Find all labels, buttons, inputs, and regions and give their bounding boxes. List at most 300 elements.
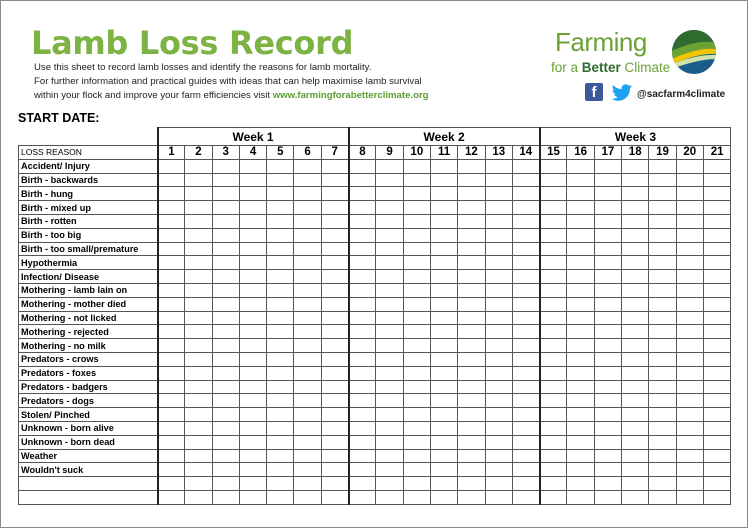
tally-cell[interactable] — [622, 187, 649, 201]
tally-cell[interactable] — [594, 477, 621, 491]
tally-cell[interactable] — [676, 256, 703, 270]
tally-cell[interactable] — [185, 421, 212, 435]
tally-cell[interactable] — [458, 159, 485, 173]
tally-cell[interactable] — [676, 270, 703, 284]
tally-cell[interactable] — [158, 449, 185, 463]
tally-cell[interactable] — [267, 380, 294, 394]
tally-cell[interactable] — [185, 408, 212, 422]
tally-cell[interactable] — [267, 449, 294, 463]
tally-cell[interactable] — [567, 394, 594, 408]
tally-cell[interactable] — [376, 339, 403, 353]
tally-cell[interactable] — [512, 408, 539, 422]
tally-cell[interactable] — [349, 270, 376, 284]
tally-cell[interactable] — [622, 311, 649, 325]
tally-cell[interactable] — [567, 325, 594, 339]
tally-cell[interactable] — [349, 366, 376, 380]
tally-cell[interactable] — [676, 380, 703, 394]
tally-cell[interactable] — [430, 214, 457, 228]
tally-cell[interactable] — [158, 201, 185, 215]
tally-cell[interactable] — [485, 325, 512, 339]
tally-cell[interactable] — [512, 242, 539, 256]
tally-cell[interactable] — [567, 214, 594, 228]
tally-cell[interactable] — [158, 256, 185, 270]
tally-cell[interactable] — [185, 325, 212, 339]
tally-cell[interactable] — [567, 311, 594, 325]
tally-cell[interactable] — [158, 325, 185, 339]
tally-cell[interactable] — [376, 408, 403, 422]
tally-cell[interactable] — [403, 463, 430, 477]
tally-cell[interactable] — [294, 490, 321, 504]
tally-cell[interactable] — [567, 187, 594, 201]
tally-cell[interactable] — [403, 173, 430, 187]
tally-cell[interactable] — [267, 435, 294, 449]
tally-cell[interactable] — [294, 173, 321, 187]
tally-cell[interactable] — [212, 228, 239, 242]
tally-cell[interactable] — [703, 408, 730, 422]
tally-cell[interactable] — [239, 283, 266, 297]
tally-cell[interactable] — [485, 352, 512, 366]
tally-cell[interactable] — [294, 283, 321, 297]
tally-cell[interactable] — [512, 366, 539, 380]
tally-cell[interactable] — [567, 490, 594, 504]
tally-cell[interactable] — [512, 283, 539, 297]
tally-cell[interactable] — [212, 325, 239, 339]
tally-cell[interactable] — [185, 201, 212, 215]
tally-cell[interactable] — [212, 477, 239, 491]
tally-cell[interactable] — [430, 325, 457, 339]
tally-cell[interactable] — [158, 352, 185, 366]
tally-cell[interactable] — [321, 159, 348, 173]
tally-cell[interactable] — [267, 311, 294, 325]
tally-cell[interactable] — [239, 214, 266, 228]
tally-cell[interactable] — [239, 490, 266, 504]
tally-cell[interactable] — [649, 297, 676, 311]
tally-cell[interactable] — [239, 325, 266, 339]
tally-cell[interactable] — [458, 201, 485, 215]
tally-cell[interactable] — [622, 421, 649, 435]
tally-cell[interactable] — [321, 366, 348, 380]
tally-cell[interactable] — [158, 394, 185, 408]
tally-cell[interactable] — [622, 283, 649, 297]
tally-cell[interactable] — [267, 187, 294, 201]
tally-cell[interactable] — [649, 435, 676, 449]
tally-cell[interactable] — [158, 408, 185, 422]
tally-cell[interactable] — [676, 366, 703, 380]
tally-cell[interactable] — [185, 366, 212, 380]
tally-cell[interactable] — [294, 394, 321, 408]
tally-cell[interactable] — [540, 187, 567, 201]
tally-cell[interactable] — [594, 173, 621, 187]
tally-cell[interactable] — [676, 159, 703, 173]
tally-cell[interactable] — [540, 228, 567, 242]
tally-cell[interactable] — [567, 283, 594, 297]
tally-cell[interactable] — [594, 228, 621, 242]
tally-cell[interactable] — [158, 339, 185, 353]
tally-cell[interactable] — [349, 380, 376, 394]
tally-cell[interactable] — [267, 242, 294, 256]
tally-cell[interactable] — [540, 283, 567, 297]
tally-cell[interactable] — [512, 201, 539, 215]
tally-cell[interactable] — [676, 463, 703, 477]
tally-cell[interactable] — [158, 242, 185, 256]
tally-cell[interactable] — [676, 173, 703, 187]
tally-cell[interactable] — [403, 201, 430, 215]
tally-cell[interactable] — [376, 297, 403, 311]
tally-cell[interactable] — [540, 394, 567, 408]
tally-cell[interactable] — [703, 256, 730, 270]
tally-cell[interactable] — [267, 325, 294, 339]
tally-cell[interactable] — [594, 490, 621, 504]
tally-cell[interactable] — [349, 173, 376, 187]
tally-cell[interactable] — [512, 187, 539, 201]
tally-cell[interactable] — [212, 187, 239, 201]
tally-cell[interactable] — [676, 352, 703, 366]
tally-cell[interactable] — [403, 366, 430, 380]
tally-cell[interactable] — [430, 187, 457, 201]
tally-cell[interactable] — [676, 201, 703, 215]
twitter-handle[interactable]: @sacfarm4climate — [637, 89, 726, 100]
tally-cell[interactable] — [403, 435, 430, 449]
tally-cell[interactable] — [349, 463, 376, 477]
tally-cell[interactable] — [594, 380, 621, 394]
tally-cell[interactable] — [376, 270, 403, 284]
tally-cell[interactable] — [321, 463, 348, 477]
tally-cell[interactable] — [158, 270, 185, 284]
tally-cell[interactable] — [158, 228, 185, 242]
tally-cell[interactable] — [403, 477, 430, 491]
tally-cell[interactable] — [540, 463, 567, 477]
tally-cell[interactable] — [622, 449, 649, 463]
tally-cell[interactable] — [649, 463, 676, 477]
tally-cell[interactable] — [594, 187, 621, 201]
tally-cell[interactable] — [649, 421, 676, 435]
tally-cell[interactable] — [485, 214, 512, 228]
tally-cell[interactable] — [430, 339, 457, 353]
tally-cell[interactable] — [294, 201, 321, 215]
tally-cell[interactable] — [239, 352, 266, 366]
tally-cell[interactable] — [485, 201, 512, 215]
tally-cell[interactable] — [458, 270, 485, 284]
tally-cell[interactable] — [185, 352, 212, 366]
tally-cell[interactable] — [485, 297, 512, 311]
tally-cell[interactable] — [567, 352, 594, 366]
tally-cell[interactable] — [512, 214, 539, 228]
tally-cell[interactable] — [703, 173, 730, 187]
tally-cell[interactable] — [239, 477, 266, 491]
tally-cell[interactable] — [185, 256, 212, 270]
tally-cell[interactable] — [349, 339, 376, 353]
tally-cell[interactable] — [267, 283, 294, 297]
tally-cell[interactable] — [458, 421, 485, 435]
tally-cell[interactable] — [512, 490, 539, 504]
tally-cell[interactable] — [321, 270, 348, 284]
tally-cell[interactable] — [267, 256, 294, 270]
tally-cell[interactable] — [594, 408, 621, 422]
tally-cell[interactable] — [294, 297, 321, 311]
tally-cell[interactable] — [239, 449, 266, 463]
tally-cell[interactable] — [703, 380, 730, 394]
tally-cell[interactable] — [540, 201, 567, 215]
tally-cell[interactable] — [676, 394, 703, 408]
tally-cell[interactable] — [239, 311, 266, 325]
tally-cell[interactable] — [622, 366, 649, 380]
tally-cell[interactable] — [239, 173, 266, 187]
tally-cell[interactable] — [321, 380, 348, 394]
tally-cell[interactable] — [622, 394, 649, 408]
tally-cell[interactable] — [158, 490, 185, 504]
tally-cell[interactable] — [376, 463, 403, 477]
tally-cell[interactable] — [567, 173, 594, 187]
tally-cell[interactable] — [458, 394, 485, 408]
tally-cell[interactable] — [567, 297, 594, 311]
tally-cell[interactable] — [212, 366, 239, 380]
tally-cell[interactable] — [321, 352, 348, 366]
tally-cell[interactable] — [703, 242, 730, 256]
tally-cell[interactable] — [267, 159, 294, 173]
tally-cell[interactable] — [267, 394, 294, 408]
tally-cell[interactable] — [594, 325, 621, 339]
tally-cell[interactable] — [294, 408, 321, 422]
tally-cell[interactable] — [458, 325, 485, 339]
tally-cell[interactable] — [485, 463, 512, 477]
tally-cell[interactable] — [403, 270, 430, 284]
tally-cell[interactable] — [649, 159, 676, 173]
tally-cell[interactable] — [540, 173, 567, 187]
tally-cell[interactable] — [703, 477, 730, 491]
tally-cell[interactable] — [321, 201, 348, 215]
tally-cell[interactable] — [321, 214, 348, 228]
tally-cell[interactable] — [622, 270, 649, 284]
tally-cell[interactable] — [185, 311, 212, 325]
tally-cell[interactable] — [212, 380, 239, 394]
tally-cell[interactable] — [239, 408, 266, 422]
tally-cell[interactable] — [212, 283, 239, 297]
tally-cell[interactable] — [594, 214, 621, 228]
tally-cell[interactable] — [403, 408, 430, 422]
tally-cell[interactable] — [403, 214, 430, 228]
tally-cell[interactable] — [703, 463, 730, 477]
tally-cell[interactable] — [622, 242, 649, 256]
tally-cell[interactable] — [294, 366, 321, 380]
tally-cell[interactable] — [349, 421, 376, 435]
tally-cell[interactable] — [567, 270, 594, 284]
tally-cell[interactable] — [594, 283, 621, 297]
tally-cell[interactable] — [185, 159, 212, 173]
tally-cell[interactable] — [267, 408, 294, 422]
tally-cell[interactable] — [376, 187, 403, 201]
tally-cell[interactable] — [458, 214, 485, 228]
tally-cell[interactable] — [540, 366, 567, 380]
tally-cell[interactable] — [594, 201, 621, 215]
tally-cell[interactable] — [239, 201, 266, 215]
tally-cell[interactable] — [458, 435, 485, 449]
tally-cell[interactable] — [158, 477, 185, 491]
tally-cell[interactable] — [676, 297, 703, 311]
tally-cell[interactable] — [403, 187, 430, 201]
tally-cell[interactable] — [567, 159, 594, 173]
tally-cell[interactable] — [403, 228, 430, 242]
tally-cell[interactable] — [676, 311, 703, 325]
tally-cell[interactable] — [376, 380, 403, 394]
tally-cell[interactable] — [649, 311, 676, 325]
tally-cell[interactable] — [430, 159, 457, 173]
tally-cell[interactable] — [403, 490, 430, 504]
tally-cell[interactable] — [376, 228, 403, 242]
tally-cell[interactable] — [430, 421, 457, 435]
tally-cell[interactable] — [430, 408, 457, 422]
tally-cell[interactable] — [212, 463, 239, 477]
tally-cell[interactable] — [622, 463, 649, 477]
tally-cell[interactable] — [349, 435, 376, 449]
tally-cell[interactable] — [430, 366, 457, 380]
tally-cell[interactable] — [649, 449, 676, 463]
tally-cell[interactable] — [512, 339, 539, 353]
tally-cell[interactable] — [430, 256, 457, 270]
tally-cell[interactable] — [703, 325, 730, 339]
tally-cell[interactable] — [376, 435, 403, 449]
tally-cell[interactable] — [294, 187, 321, 201]
tally-cell[interactable] — [239, 159, 266, 173]
tally-cell[interactable] — [703, 283, 730, 297]
tally-cell[interactable] — [649, 187, 676, 201]
tally-cell[interactable] — [649, 325, 676, 339]
tally-cell[interactable] — [430, 311, 457, 325]
tally-cell[interactable] — [594, 339, 621, 353]
tally-cell[interactable] — [458, 311, 485, 325]
tally-cell[interactable] — [321, 242, 348, 256]
tally-cell[interactable] — [349, 408, 376, 422]
tally-cell[interactable] — [321, 408, 348, 422]
tally-cell[interactable] — [403, 380, 430, 394]
tally-cell[interactable] — [158, 187, 185, 201]
website-link[interactable]: www.farmingforabetterclimate.org — [272, 90, 429, 101]
tally-cell[interactable] — [540, 449, 567, 463]
tally-cell[interactable] — [540, 408, 567, 422]
tally-cell[interactable] — [512, 311, 539, 325]
tally-cell[interactable] — [594, 352, 621, 366]
tally-cell[interactable] — [703, 394, 730, 408]
tally-cell[interactable] — [212, 311, 239, 325]
tally-cell[interactable] — [239, 228, 266, 242]
tally-cell[interactable] — [267, 270, 294, 284]
tally-cell[interactable] — [567, 228, 594, 242]
tally-cell[interactable] — [458, 449, 485, 463]
tally-cell[interactable] — [458, 477, 485, 491]
tally-cell[interactable] — [676, 187, 703, 201]
tally-cell[interactable] — [512, 435, 539, 449]
tally-cell[interactable] — [485, 421, 512, 435]
tally-cell[interactable] — [294, 228, 321, 242]
tally-cell[interactable] — [294, 159, 321, 173]
tally-cell[interactable] — [703, 270, 730, 284]
tally-cell[interactable] — [567, 421, 594, 435]
tally-cell[interactable] — [430, 463, 457, 477]
tally-cell[interactable] — [212, 490, 239, 504]
tally-cell[interactable] — [485, 477, 512, 491]
tally-cell[interactable] — [703, 311, 730, 325]
tally-cell[interactable] — [567, 435, 594, 449]
tally-cell[interactable] — [485, 339, 512, 353]
tally-cell[interactable] — [430, 173, 457, 187]
tally-cell[interactable] — [321, 421, 348, 435]
tally-cell[interactable] — [485, 283, 512, 297]
tally-cell[interactable] — [239, 297, 266, 311]
tally-cell[interactable] — [158, 311, 185, 325]
tally-cell[interactable] — [622, 228, 649, 242]
tally-cell[interactable] — [403, 352, 430, 366]
tally-cell[interactable] — [430, 270, 457, 284]
tally-cell[interactable] — [622, 435, 649, 449]
tally-cell[interactable] — [703, 352, 730, 366]
tally-cell[interactable] — [649, 173, 676, 187]
tally-cell[interactable] — [294, 214, 321, 228]
tally-cell[interactable] — [403, 394, 430, 408]
tally-cell[interactable] — [458, 228, 485, 242]
tally-cell[interactable] — [349, 352, 376, 366]
tally-cell[interactable] — [676, 449, 703, 463]
tally-cell[interactable] — [267, 352, 294, 366]
tally-cell[interactable] — [676, 421, 703, 435]
tally-cell[interactable] — [430, 477, 457, 491]
tally-cell[interactable] — [622, 201, 649, 215]
tally-cell[interactable] — [158, 366, 185, 380]
tally-cell[interactable] — [239, 366, 266, 380]
tally-cell[interactable] — [458, 352, 485, 366]
tally-cell[interactable] — [512, 256, 539, 270]
tally-cell[interactable] — [267, 173, 294, 187]
tally-cell[interactable] — [321, 187, 348, 201]
tally-cell[interactable] — [622, 339, 649, 353]
tally-cell[interactable] — [485, 228, 512, 242]
tally-cell[interactable] — [458, 256, 485, 270]
tally-cell[interactable] — [239, 270, 266, 284]
tally-cell[interactable] — [485, 408, 512, 422]
tally-cell[interactable] — [512, 477, 539, 491]
tally-cell[interactable] — [594, 311, 621, 325]
tally-cell[interactable] — [185, 477, 212, 491]
tally-cell[interactable] — [567, 366, 594, 380]
tally-cell[interactable] — [239, 380, 266, 394]
tally-cell[interactable] — [294, 270, 321, 284]
tally-cell[interactable] — [594, 463, 621, 477]
tally-cell[interactable] — [540, 435, 567, 449]
tally-cell[interactable] — [458, 408, 485, 422]
tally-cell[interactable] — [649, 490, 676, 504]
tally-cell[interactable] — [649, 242, 676, 256]
tally-cell[interactable] — [158, 435, 185, 449]
tally-cell[interactable] — [430, 201, 457, 215]
tally-cell[interactable] — [403, 283, 430, 297]
tally-cell[interactable] — [185, 380, 212, 394]
tally-cell[interactable] — [349, 159, 376, 173]
tally-cell[interactable] — [185, 394, 212, 408]
tally-cell[interactable] — [703, 228, 730, 242]
tally-cell[interactable] — [349, 297, 376, 311]
tally-cell[interactable] — [512, 463, 539, 477]
tally-cell[interactable] — [703, 201, 730, 215]
tally-cell[interactable] — [676, 435, 703, 449]
tally-cell[interactable] — [158, 421, 185, 435]
tally-cell[interactable] — [403, 421, 430, 435]
tally-cell[interactable] — [267, 477, 294, 491]
tally-cell[interactable] — [321, 490, 348, 504]
tally-cell[interactable] — [349, 242, 376, 256]
tally-cell[interactable] — [703, 159, 730, 173]
tally-cell[interactable] — [212, 339, 239, 353]
tally-cell[interactable] — [321, 477, 348, 491]
tally-cell[interactable] — [540, 256, 567, 270]
tally-cell[interactable] — [676, 214, 703, 228]
